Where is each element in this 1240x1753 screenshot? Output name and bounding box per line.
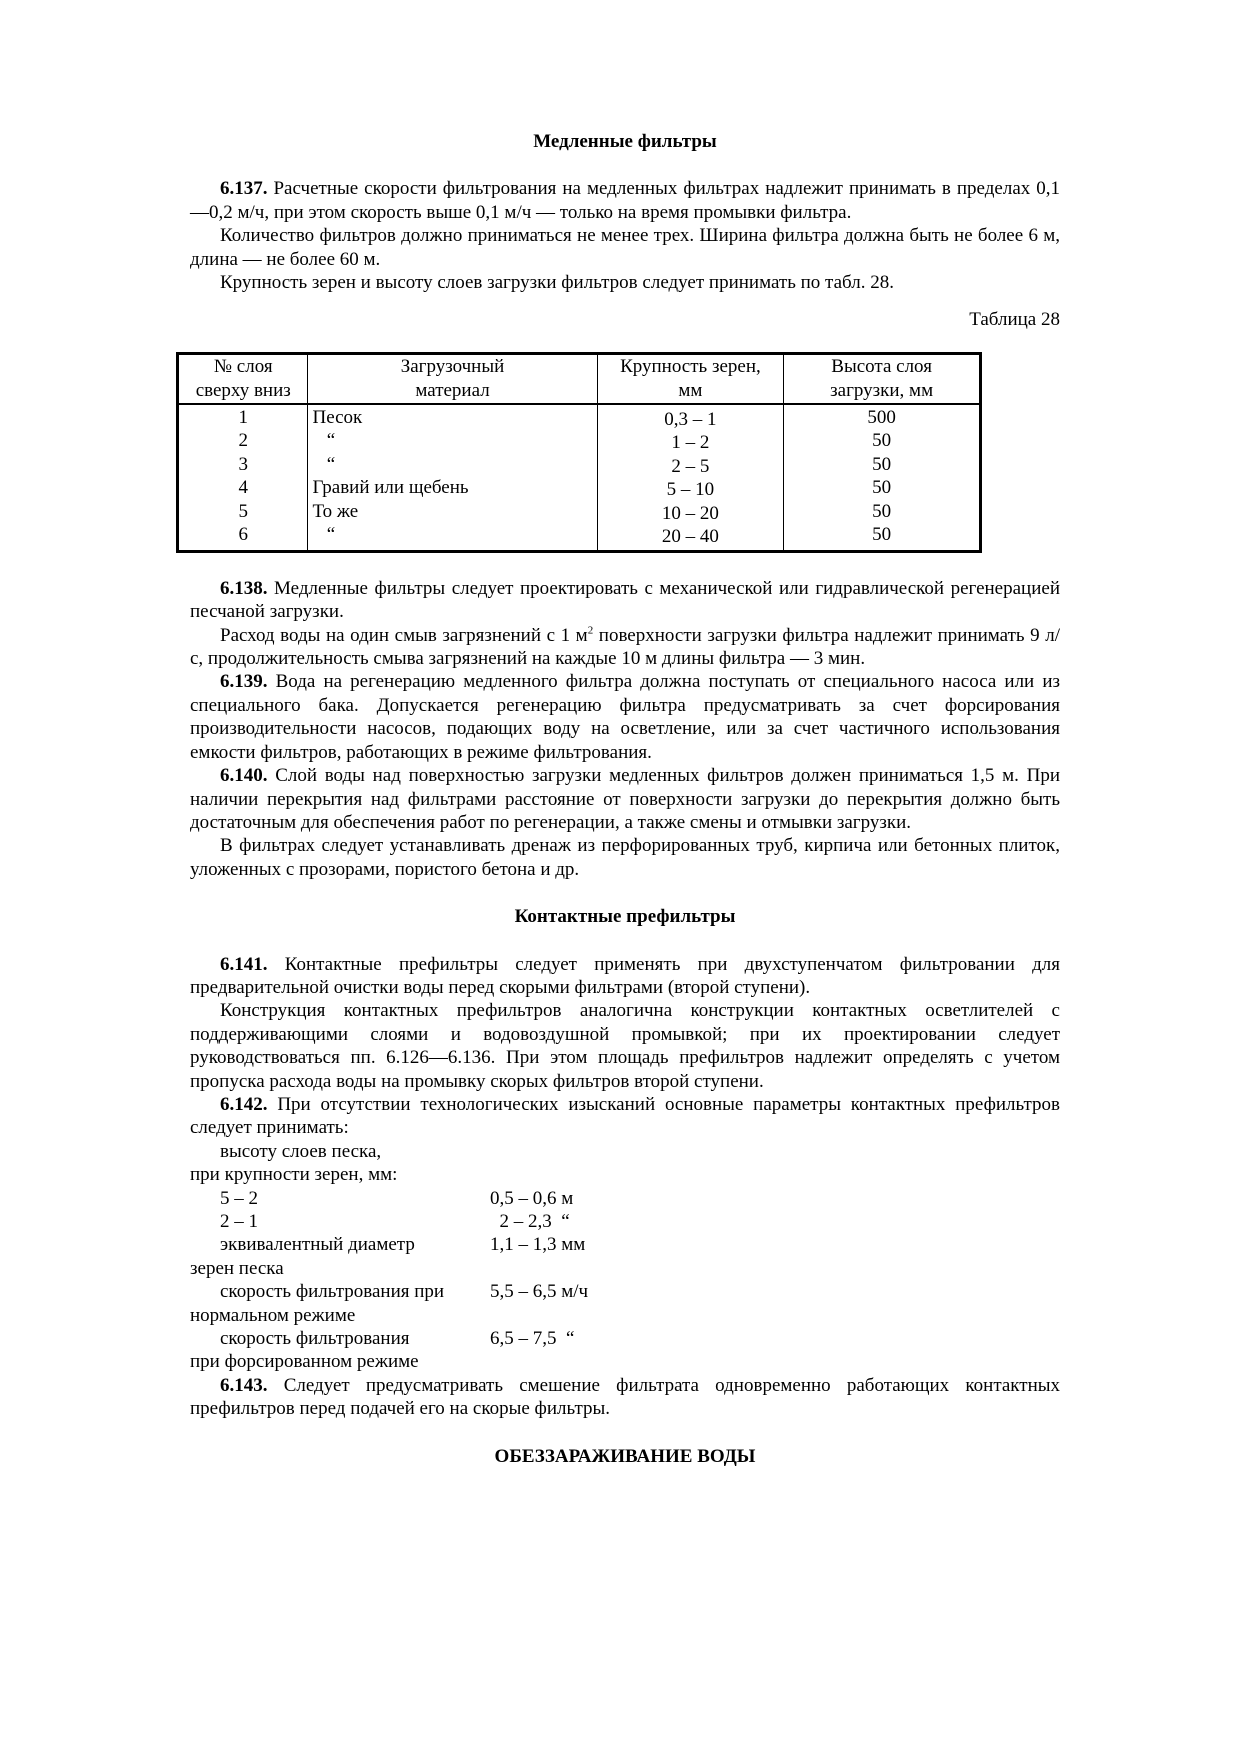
clause-text: Расчетные скорости фильтрования на медленных фильтрах надлежит принимать в пределах 0,1—0,2 м/ч, при этом скорость выше 0,1 м/ч — только на время промывки фильтра.: [190, 178, 1060, 223]
clause-number: 6.143.: [220, 1374, 268, 1396]
paragraph-6-137: [190, 177, 1060, 224]
clause-text: Слой воды над поверхностью загрузки медленных фильтров должен приниматься 1,5 м. При наличии перекрытия над фильтрами расстояние от поверхности загрузки до перекрытия должно быть достаточным для обеспечения работ по регенерации, а также смены и отмывки загрузки.: [190, 765, 1060, 833]
layer-height-cell: 500 50 50 50 50 50: [784, 404, 981, 552]
param-intro-line: высоту слоев песка,: [220, 1140, 382, 1162]
paragraph-filter-count: Количество фильтров должно приниматься не менее трех. Ширина фильтра должна быть не более 6 м, длина — не более 60 м.: [190, 225, 1060, 270]
clause-text: При отсутствии технологических изысканий основные параметры контактных префильтров следует принимать:: [190, 1093, 1060, 1139]
section-heading-disinfection: ОБЕЗЗАРАЖИВАНИЕ ВОДЫ: [494, 1445, 756, 1467]
clause-number: 6.140.: [220, 765, 268, 787]
section-heading-slow-filters: Медленные фильтры: [533, 131, 717, 152]
paragraph-6-139: [190, 670, 1060, 764]
header-material: Загрузочный материал: [308, 353, 597, 404]
parameter-row: 2 – 1 2 – 2,3 “: [220, 1211, 570, 1232]
document-page: [190, 130, 1060, 1468]
table-body: [178, 404, 981, 552]
clause-text: Следует предусматривать смешение фильтрата одновременно работающих контактных префильтров перед подачей его на скорые фильтры.: [190, 1374, 1060, 1420]
material-cell: Песок “ “ Гравий или щебень То же “: [308, 404, 597, 552]
header-layer-number: № слоя сверху вниз: [178, 353, 308, 404]
filter-load-table: [176, 352, 982, 553]
parameter-continuation: при форсированном режиме: [190, 1351, 419, 1373]
table-caption: Таблица 28: [969, 309, 1060, 331]
paragraph-drainage: В фильтрах следует устанавливать дренаж из перфорированных труб, кирпича или бетонных плиток, уложенных с прозорами, пористого бетона и др.: [190, 835, 1060, 880]
paragraph-6-143: [190, 1374, 1060, 1421]
clause-text: Контактные префильтры следует применять при двухступенчатом фильтровании для предварительной очистки воды перед скорыми фильтрами (второй ступени).: [190, 953, 1060, 998]
clause-text: Медленные фильтры следует проектировать с механической или гидравлической регенерацией песчаной загрузки.: [190, 577, 1060, 623]
param-intro-line: при крупности зерен, мм:: [190, 1164, 398, 1186]
clause-number: 6.138.: [220, 577, 268, 599]
header-layer-height: Высота слоя загрузки, мм: [784, 353, 981, 404]
parameter-list: [190, 1187, 1060, 1374]
clause-text: Вода на регенерацию медленного фильтра должна поступать от специального насоса или из специального бака. Допускается регенерацию фильтра предусматривать за счет форсирования производительности насосов, подающих воду на осветление, или за счет частичного использования емкости фильтров, работающих в режиме фильтрования.: [190, 671, 1060, 763]
superscript: 2: [587, 624, 594, 637]
clause-number: 6.137.: [220, 178, 268, 200]
layer-number-cell: 1 2 3 4 5 6: [178, 404, 308, 552]
paragraph-table-reference: Крупность зерен и высоту слоев загрузки фильтров следует принимать по табл. 28.: [220, 272, 894, 294]
parameter-row: скорость фильтрования 6,5 – 7,5 “: [220, 1328, 575, 1350]
paragraph-prefilter-design: Конструкция контактных префильтров аналогична конструкции контактных осветлителей с поддерживающими слоями и водовоздушной промывкой; при их проектировании следует руководствоваться пп. 6.126—6.136. При этом площадь префильтров надлежит определять с учетом пропуска расхода воды на промывку скорых фильтров второй ступени.: [190, 1000, 1060, 1092]
paragraph-wash-flow: Расход воды на один смыв загрязнений с 1 $м^2$ поверхности загрузки фильтра надлежит принимать 9 л/с, продолжительность смыва загрязнений на каждые 10 м длины фильтра — 3 мин.: [190, 624, 1061, 670]
clause-number: 6.141.: [220, 953, 268, 975]
table-header-row: [178, 353, 981, 404]
parameter-row: 5 – 2 0,5 – 0,6 м: [220, 1187, 574, 1209]
header-grain-size: Крупность зерен, мм: [597, 353, 784, 404]
section-heading-contact-prefilters: Контактные префильтры: [514, 906, 736, 928]
paragraph-6-142: [190, 1093, 1060, 1140]
clause-number: 6.142.: [220, 1093, 268, 1115]
parameter-continuation: нормальном режиме: [190, 1304, 356, 1326]
parameter-row: эквивалентный диаметр 1,1 – 1,3 мм: [220, 1234, 586, 1256]
parameter-row: скорость фильтрования при 5,5 – 6,5 м/ч: [220, 1281, 589, 1303]
clause-number: 6.139.: [220, 671, 268, 693]
paragraph-6-141: [190, 953, 1060, 1000]
paragraph-6-138: [190, 577, 1060, 624]
paragraph-6-140: [190, 764, 1060, 834]
parameter-continuation: зерен песка: [190, 1257, 284, 1279]
grain-size-cell: 0,3 – 1 1 – 2 2 – 5 5 – 10 10 – 20 20 – 40: [597, 404, 784, 552]
